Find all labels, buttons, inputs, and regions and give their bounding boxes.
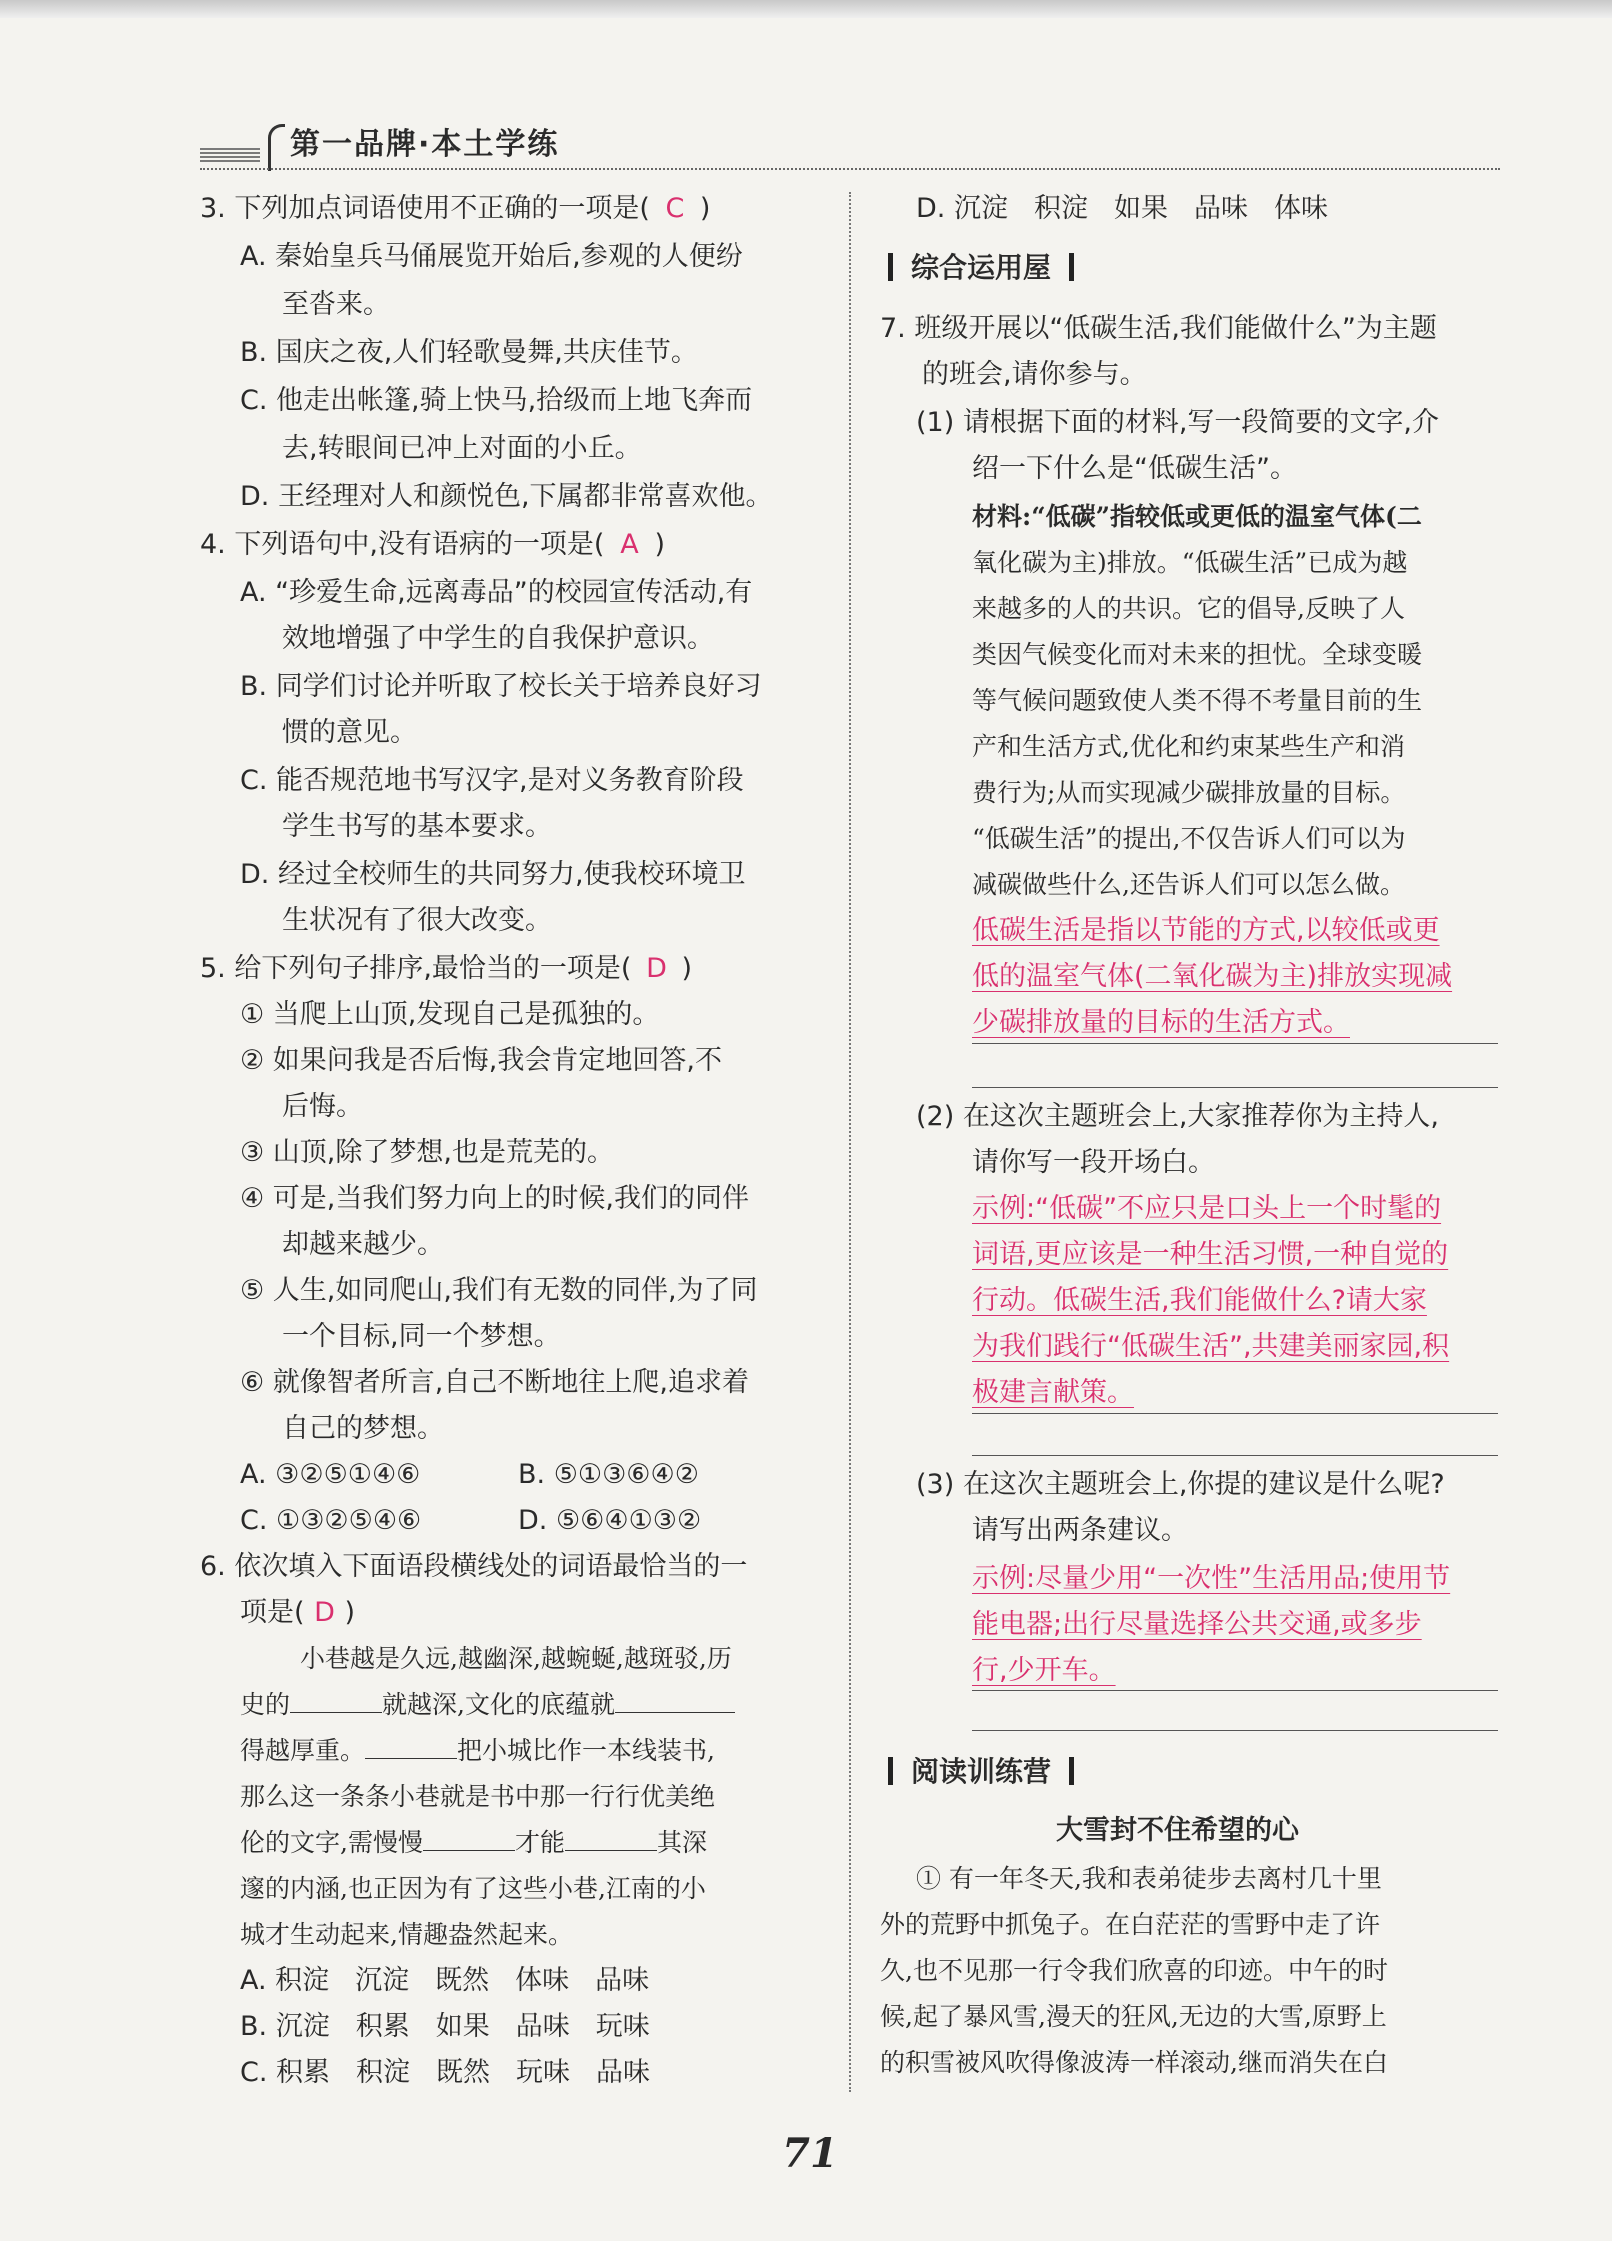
blank-5 — [565, 1824, 657, 1851]
q5-option-a: A. ③②⑤①④⑥ — [240, 1459, 421, 1490]
q6-stem-cont: 项是( D ) — [240, 1594, 355, 1632]
q7-part-2-cont: 请你写一段开场白。 — [972, 1147, 1215, 1178]
q6-passage-line-7: 城才生动起来,情趣盎然起来。 — [240, 1920, 573, 1949]
answer-1-line-2: 低的温室气体(二氧化碳为主)排放实现减 — [972, 961, 1453, 992]
q4-option-a-cont: 效地增强了中学生的自我保护意识。 — [282, 623, 714, 654]
section-heading-reading: 阅读训练营 — [870, 1752, 1092, 1792]
material-line-7: 费行为;从而实现减少碳排放量的目标。 — [972, 778, 1406, 807]
q5-answer: D — [646, 953, 667, 984]
q3-option-c: C. 他走出帐篷,骑上快马,拾级而上地飞奔而 — [240, 385, 753, 416]
q7-part-3-cont: 请写出两条建议。 — [972, 1515, 1188, 1546]
column-divider — [849, 192, 851, 2092]
q4-option-d: D. 经过全校师生的共同努力,使我校环境卫 — [240, 859, 746, 890]
q5-option-b: B. ⑤①③⑥④② — [518, 1459, 699, 1490]
q6-passage-line-4: 那么这一条条小巷就是书中那一行行优美绝 — [240, 1782, 716, 1811]
q7-stem-cont: 的班会,请你参与。 — [922, 359, 1147, 390]
reading-title: 大雪封不住希望的心 — [1056, 1815, 1299, 1846]
q3-option-c-cont: 去,转眼间已冲上对面的小丘。 — [282, 433, 642, 464]
answer-2-line-3: 行动。低碳生活,我们能做什么?请大家 — [972, 1285, 1427, 1316]
q5-option-c: C. ①③②⑤④⑥ — [240, 1505, 422, 1536]
header-bar — [0, 118, 1612, 188]
answer-2-line-4: 为我们践行“低碳生活”,共建美丽家园,积 — [972, 1331, 1450, 1362]
header-rule — [200, 168, 1500, 170]
q6-passage-line-1: 小巷越是久远,越幽深,越蜿蜒,越斑驳,历 — [300, 1644, 732, 1673]
q5-stem: 5. 给下列句子排序,最恰当的一项是( D ) — [200, 950, 692, 988]
blank-4 — [423, 1824, 515, 1851]
heading-bar-right — [1069, 1757, 1074, 1785]
q7-part-1-cont: 绍一下什么是“低碳生活”。 — [972, 453, 1297, 484]
q3-option-a: A. 秦始皇兵马俑展览开始后,参观的人便纷 — [240, 241, 743, 272]
q3-stem: 3. 下列加点词语使用不正确的一项是( C ) — [200, 190, 710, 228]
q6-option-c: C. 积累 积淀 既然 玩味 品味 — [240, 2057, 651, 2088]
answer-3-line-1: 示例:尽量少用“一次性”生活用品;使用节 — [972, 1563, 1451, 1594]
q5-sentence-5-cont: 一个目标,同一个梦想。 — [282, 1321, 561, 1352]
answer-2-line-2: 词语,更应该是一种生活习惯,一种自觉的 — [972, 1239, 1449, 1270]
reading-line-1: ① 有一年冬天,我和表弟徒步去离村几十里 — [916, 1864, 1382, 1893]
blank-3 — [365, 1732, 457, 1759]
answer-1-line-1: 低碳生活是指以节能的方式,以较低或更 — [972, 915, 1440, 946]
q3-answer: C — [665, 193, 685, 224]
answer-2-line-5: 极建言献策。 — [972, 1377, 1134, 1408]
q5-sentence-2-cont: 后悔。 — [282, 1091, 363, 1122]
material-line-9: 减碳做些什么,还告诉人们可以怎么做。 — [972, 870, 1405, 899]
material-line-1: 材料:“低碳”指较低或更低的温室气体(二 — [972, 502, 1422, 531]
q6-passage-line-3: 得越厚重。 把小城比作一本线装书, — [240, 1732, 715, 1770]
material-line-2: 氧化碳为主)排放。“低碳生活”已成为越 — [972, 548, 1408, 577]
blank-2 — [615, 1686, 735, 1713]
q4-option-a: A. “珍爱生命,远离毒品”的校园宣传活动,有 — [240, 577, 753, 608]
q4-answer: A — [620, 529, 639, 560]
header-stripes — [200, 148, 260, 164]
q5-sentence-4: ④ 可是,当我们努力向上的时候,我们的同伴 — [240, 1183, 749, 1214]
material-line-6: 产和生活方式,优化和约束某些生产和消 — [972, 732, 1405, 761]
header-bracket — [268, 124, 285, 171]
answer-1-line-3: 少碳排放量的目标的生活方式。 — [972, 1007, 1350, 1038]
q7-part-2: (2) 在这次主题班会上,大家推荐你为主持人, — [916, 1101, 1439, 1132]
q6-option-a: A. 积淀 沉淀 既然 体味 品味 — [240, 1965, 650, 1996]
q5-sentence-1: ① 当爬上山顶,发现自己是孤独的。 — [240, 999, 660, 1030]
q6-option-d: D. 沉淀 积淀 如果 品味 体味 — [916, 193, 1328, 224]
answer-line — [972, 1690, 1498, 1691]
q3-option-b: B. 国庆之夜,人们轻歌曼舞,共庆佳节。 — [240, 337, 698, 368]
q4-option-c-cont: 学生书写的基本要求。 — [282, 811, 552, 842]
header-brand: 第一品牌·本土学练 — [290, 127, 560, 162]
reading-line-4: 候,起了暴风雪,漫天的狂风,无边的大雪,原野上 — [880, 2002, 1387, 2031]
q5-sentence-2: ② 如果问我是否后悔,我会肯定地回答,不 — [240, 1045, 722, 1076]
heading-bar-right — [1069, 253, 1074, 281]
q6-passage-line-5: 伦的文字,需慢慢 才能 其深 — [240, 1824, 707, 1862]
reading-line-5: 的积雪被风吹得像波涛一样滚动,继而消失在白 — [880, 2048, 1388, 2077]
q3-option-a-cont: 至沓来。 — [282, 289, 390, 320]
heading-bar-left — [888, 253, 893, 281]
header-top-band — [0, 0, 1612, 18]
heading-bar-left — [888, 1757, 893, 1785]
answer-line — [972, 1730, 1498, 1731]
q3-option-d: D. 王经理对人和颜悦色,下属都非常喜欢他。 — [240, 481, 773, 512]
q4-option-d-cont: 生状况有了很大改变。 — [282, 905, 552, 936]
q6-stem: 6. 依次填入下面语段横线处的词语最恰当的一 — [200, 1551, 748, 1582]
answer-3-line-2: 能电器;出行尽量选择公共交通,或多步 — [972, 1609, 1422, 1640]
q6-passage-line-6: 邃的内涵,也正因为有了这些小巷,江南的小 — [240, 1874, 706, 1903]
q6-option-b: B. 沉淀 积累 如果 品味 玩味 — [240, 2011, 650, 2042]
answer-line — [972, 1043, 1498, 1044]
q5-option-d: D. ⑤⑥④①③② — [518, 1505, 702, 1536]
q7-part-1: (1) 请根据下面的材料,写一段简要的文字,介 — [916, 407, 1439, 438]
q5-sentence-6: ⑥ 就像智者所言,自己不断地往上爬,追求着 — [240, 1367, 749, 1398]
q4-option-b-cont: 惯的意见。 — [282, 717, 417, 748]
material-line-8: “低碳生活”的提出,不仅告诉人们可以为 — [972, 824, 1406, 853]
q7-stem: 7. 班级开展以“低碳生活,我们能做什么”为主题 — [880, 313, 1437, 344]
q5-sentence-3: ③ 山顶,除了梦想,也是荒芜的。 — [240, 1137, 614, 1168]
q7-part-3: (3) 在这次主题班会上,你提的建议是什么呢? — [916, 1469, 1445, 1500]
material-line-4: 类因气候变化而对未来的担忧。全球变暖 — [972, 640, 1423, 669]
blank-1 — [290, 1686, 382, 1713]
q5-sentence-6-cont: 自己的梦想。 — [282, 1413, 444, 1444]
reading-line-2: 外的荒野中抓兔子。在白茫茫的雪野中走了许 — [880, 1910, 1381, 1939]
q4-option-c: C. 能否规范地书写汉字,是对义务教育阶段 — [240, 765, 744, 796]
section-heading-practice: 综合运用屋 — [870, 248, 1092, 288]
q5-sentence-5: ⑤ 人生,如同爬山,我们有无数的同伴,为了同 — [240, 1275, 758, 1306]
reading-line-3: 久,也不见那一行令我们欣喜的印迹。中午的时 — [880, 1956, 1388, 1985]
answer-3-line-3: 行,少开车。 — [972, 1655, 1116, 1686]
q4-option-b: B. 同学们讨论并听取了校长关于培养良好习 — [240, 671, 762, 702]
answer-2-line-1: 示例:“低碳”不应只是口头上一个时髦的 — [972, 1193, 1442, 1224]
answer-line — [972, 1413, 1498, 1414]
material-line-3: 来越多的人的共识。它的倡导,反映了人 — [972, 594, 1405, 623]
answer-line — [972, 1087, 1498, 1088]
q5-sentence-4-cont: 却越来越少。 — [282, 1229, 444, 1260]
q6-answer: D — [314, 1597, 335, 1628]
q4-stem: 4. 下列语句中,没有语病的一项是( A ) — [200, 526, 665, 564]
page-number: 71 — [782, 2130, 838, 2177]
q6-passage-line-2: 史的 就越深,文化的底蕴就 — [240, 1686, 735, 1724]
answer-line — [972, 1455, 1498, 1456]
material-line-5: 等气候问题致使人类不得不考量目前的生 — [972, 686, 1423, 715]
